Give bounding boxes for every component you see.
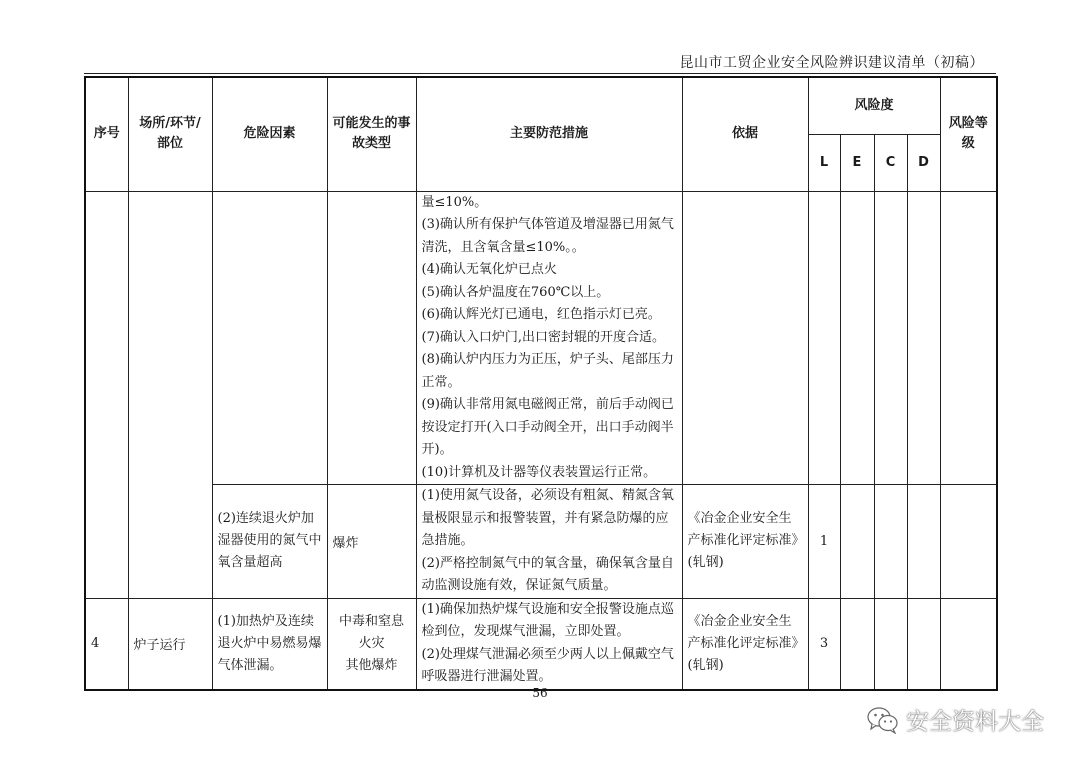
header-accident-type: 可能发生的事故类型 xyxy=(327,77,416,191)
header-seq: 序号 xyxy=(85,77,128,191)
table-row xyxy=(85,191,997,485)
measure-line: (6)确认辉光灯已通电，红色指示灯已亮。 xyxy=(421,307,661,322)
risk-table xyxy=(84,76,998,691)
header-d: D xyxy=(907,134,940,191)
cell-d xyxy=(907,191,940,485)
cell-c xyxy=(874,485,907,599)
table-header-row xyxy=(85,77,997,134)
header-c: C xyxy=(874,134,907,191)
document-header-title: 昆山市工贸企业安全风险辨识建议清单（初稿） xyxy=(679,55,984,71)
cell-location xyxy=(128,191,212,598)
measure-line: (4)确认无氧化炉已点火 xyxy=(421,262,557,277)
measure-line: (5)确认各炉温度在760℃以上。 xyxy=(421,284,610,300)
header-hazard: 危险因素 xyxy=(212,77,327,191)
measure-line: (1)确保加热炉煤气设施和安全报警设施点巡检到位，发现煤气泄漏，立即处置。 xyxy=(421,601,674,639)
cell-measures xyxy=(416,598,682,690)
cell-c xyxy=(874,598,907,690)
cell-l: 1 xyxy=(808,485,840,599)
cell-accident-type: 爆炸 xyxy=(327,485,416,599)
cell-basis xyxy=(682,191,808,485)
accident-type-line: 其他爆炸 xyxy=(345,657,398,673)
cell-location: 炉子运行 xyxy=(128,598,212,690)
watermark xyxy=(866,703,1044,736)
cell-risk-level xyxy=(940,191,997,485)
measure-line: (2)严格控制氮气中的氧含量，确保氧含量自动监测设施有效，保证氮气质量。 xyxy=(421,555,674,593)
cell-measures xyxy=(416,485,682,599)
cell-hazard: (2)连续退火炉加湿器使用的氮气中氧含量超高 xyxy=(212,485,327,599)
measure-line: 量≤10%。 xyxy=(421,194,488,210)
cell-seq: 4 xyxy=(85,598,128,690)
header-location: 场所/环节/部位 xyxy=(128,77,212,191)
cell-risk-level xyxy=(940,485,997,599)
measure-line: (7)确认入口炉门,出口密封辊的开度合适。 xyxy=(421,329,666,345)
watermark-text: 安全资料大全 xyxy=(906,709,1044,735)
measure-line: (10)计算机及计器等仪表装置运行正常。 xyxy=(421,464,657,480)
cell-seq xyxy=(85,191,128,598)
header-measures: 主要防范措施 xyxy=(416,77,682,191)
measure-line: (3)确认所有保护气体管道及增湿器已用氮气清洗，且含氧含量≤10%。。 xyxy=(421,217,674,255)
cell-hazard: (1)加热炉及连续退火炉中易燃易爆气体泄漏。 xyxy=(212,598,327,690)
header-rule xyxy=(84,73,996,74)
cell-d xyxy=(907,485,940,599)
accident-type-line: 火灾 xyxy=(358,635,385,651)
measure-line: (1)使用氮气设备，必须设有粗氮、精氮含氧量极限显示和报警装置，并有紧急防爆的应急措施。 xyxy=(421,488,674,548)
cell-accident-type xyxy=(327,191,416,485)
measure-line: (8)确认炉内压力为正压，炉子头、尾部压力正常。 xyxy=(421,352,674,390)
measure-line: (2)处理煤气泄漏必须至少两人以上佩戴空气呼吸器进行泄漏处置。 xyxy=(421,646,674,684)
header-basis: 依据 xyxy=(682,77,808,191)
cell-e xyxy=(840,485,874,599)
measure-line: (9)确认非常用氮电磁阀正常，前后手动阀已按设定打开(入口手动阀全开，出口手动阀半开)。 xyxy=(421,397,674,457)
cell-l: 3 xyxy=(808,598,840,690)
cell-c xyxy=(874,191,907,485)
table-row xyxy=(85,485,997,599)
cell-e xyxy=(840,191,874,485)
header-e: E xyxy=(840,134,874,191)
page-number: 56 xyxy=(532,686,548,700)
cell-hazard xyxy=(212,191,327,485)
cell-basis: 《冶金企业安全生产标准化评定标准》(轧钢) xyxy=(682,485,808,599)
header-l: L xyxy=(808,134,840,191)
table-row xyxy=(85,598,997,690)
accident-type-line: 中毒和窒息 xyxy=(338,613,404,629)
cell-l xyxy=(808,191,840,485)
header-risk-level: 风险等级 xyxy=(940,77,997,191)
header-risk-degree: 风险度 xyxy=(808,77,940,134)
cell-measures xyxy=(416,191,682,485)
cell-accident-type xyxy=(327,598,416,690)
cell-risk-level xyxy=(940,598,997,690)
cell-d xyxy=(907,598,940,690)
cell-e xyxy=(840,598,874,690)
wechat-icon xyxy=(866,706,900,734)
cell-basis: 《冶金企业安全生产标准化评定标准》(轧钢) xyxy=(682,598,808,690)
